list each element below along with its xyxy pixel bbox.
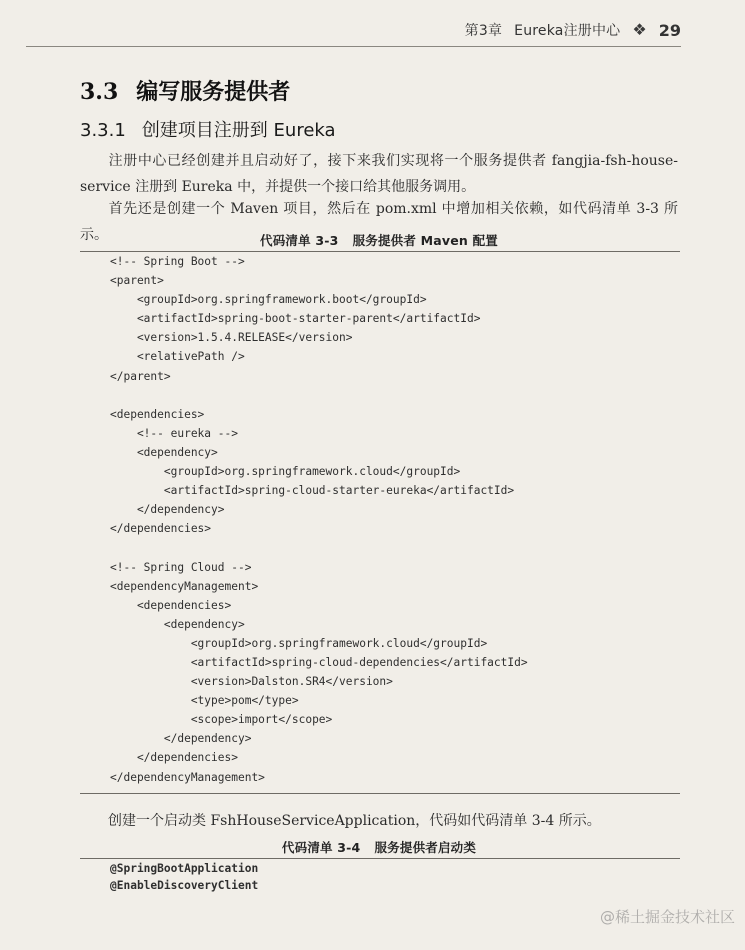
- listing-3-3-bottom-rule: [80, 793, 680, 794]
- watermark: @稀土掘金技术社区: [599, 908, 735, 926]
- code-line: <!-- Spring Boot -->: [110, 255, 245, 268]
- code-line: <artifactId>spring-cloud-dependencies</artifactId>: [110, 655, 528, 669]
- code-line: </dependencies>: [110, 522, 212, 536]
- header-rule: [26, 46, 681, 47]
- paragraph-maven-text: 首先还是创建一个 Maven 项目，然后在 pom.xml 中增加相关依赖，如代码清单 3-3 所示。: [80, 201, 678, 243]
- code-line: </dependencies>: [110, 751, 238, 765]
- paragraph-intro-text: 注册中心已经创建并且启动好了，接下来我们实现将一个服务提供者 fangjia-fsh-house-service 注册到 Eureka 中，并提供一个接口给其他服务调用。: [80, 153, 678, 195]
- section-heading: [80, 75, 290, 106]
- code-line: <!-- eureka -->: [110, 426, 238, 440]
- paragraph-startup: [80, 808, 678, 834]
- code-line: <groupId>org.springframework.cloud</groupId>: [110, 465, 461, 479]
- code-line: </dependency>: [110, 732, 252, 746]
- code-line: <!-- Spring Cloud -->: [110, 560, 252, 574]
- listing-3-3-caption: 服务提供者 Maven 配置: [352, 233, 498, 248]
- code-line: [110, 538, 528, 557]
- listing-3-3-label: 代码清单 3-3: [260, 233, 339, 248]
- running-header: [465, 18, 681, 42]
- section-number: 3.3: [80, 79, 119, 105]
- code-line: <parent>: [110, 274, 164, 288]
- listing-3-3-code: [110, 252, 528, 787]
- code-line: <type>pom</type>: [110, 694, 299, 708]
- code-line: </parent>: [110, 369, 171, 383]
- subsection-title: 创建项目注册到 Eureka: [141, 120, 336, 141]
- code-line: <relativePath />: [110, 350, 245, 364]
- paragraph-startup-text: 创建一个启动类 FshHouseServiceApplication，代码如代码清单 3-4 所示。: [108, 813, 601, 829]
- code-line: @SpringBootApplication: [110, 862, 259, 875]
- code-line: <dependencyManagement>: [110, 579, 259, 593]
- ornament-icon: ❖: [632, 20, 647, 39]
- code-line: [110, 386, 528, 405]
- listing-3-3-title: [80, 231, 678, 249]
- paragraph-intro: [80, 148, 678, 200]
- code-line: <version>Dalston.SR4</version>: [110, 675, 393, 689]
- code-line: @EnableDiscoveryClient: [110, 878, 259, 892]
- code-line: </dependency>: [110, 503, 225, 517]
- page-number: 29: [658, 20, 681, 40]
- listing-3-4-label: 代码清单 3-4: [281, 840, 361, 855]
- listing-3-4-code: [110, 861, 258, 894]
- chapter-title: Eureka注册中心: [514, 23, 621, 39]
- code-line: <dependencies>: [110, 407, 205, 421]
- code-line: </dependencyManagement>: [110, 770, 265, 784]
- code-line: <scope>import</scope>: [110, 713, 333, 727]
- code-line: <dependencies>: [110, 598, 232, 612]
- code-line: <artifactId>spring-boot-starter-parent</artifactId>: [110, 312, 481, 326]
- listing-3-4-caption: 服务提供者启动类: [374, 840, 477, 855]
- code-line: <groupId>org.springframework.cloud</groupId>: [110, 636, 488, 650]
- code-line: <artifactId>spring-cloud-starter-eureka</artifactId>: [110, 484, 515, 498]
- listing-3-4-title: [80, 838, 678, 856]
- code-line: <dependency>: [110, 445, 218, 459]
- code-line: <dependency>: [110, 617, 245, 631]
- subsection-number: 3.3.1: [80, 120, 126, 141]
- code-line: <version>1.5.4.RELEASE</version>: [110, 331, 353, 345]
- code-line: <groupId>org.springframework.boot</groupId>: [110, 293, 427, 307]
- chapter-label: 第3章: [464, 23, 503, 39]
- subsection-heading: [80, 116, 336, 142]
- listing-3-4-top-rule: [80, 858, 680, 859]
- section-title: 编写服务提供者: [136, 79, 291, 105]
